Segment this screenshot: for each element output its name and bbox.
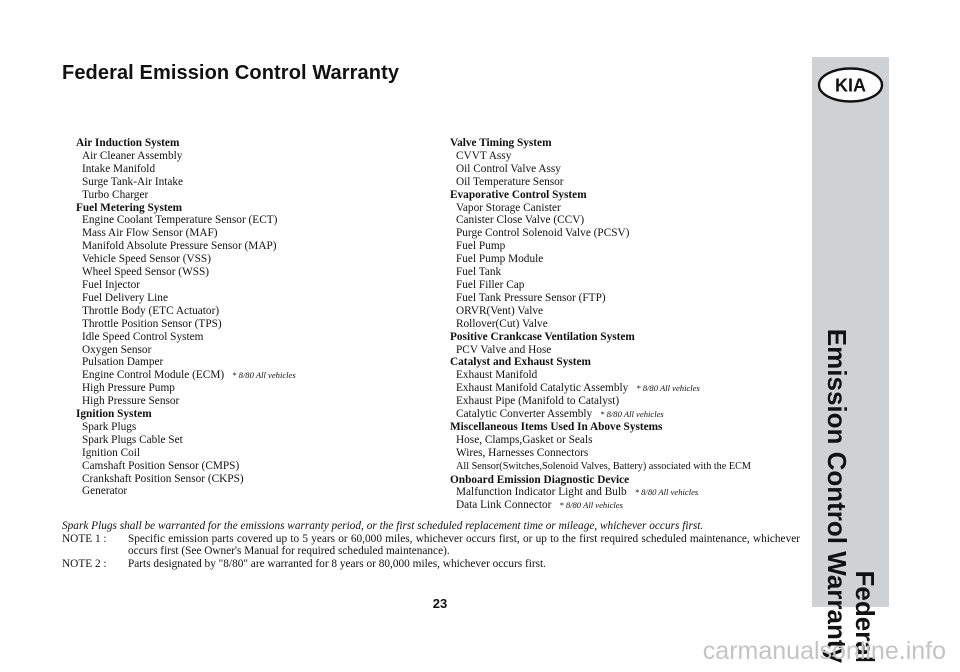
- part-item: [450, 434, 810, 447]
- section-heading: Onboard Emission Diagnostic Device: [450, 473, 630, 486]
- section-heading: Air Induction System: [76, 137, 180, 149]
- part-item: [450, 318, 810, 331]
- part-item: [76, 395, 436, 408]
- part-item: [76, 382, 436, 395]
- part-item: [76, 447, 436, 460]
- part-name: Malfunction Indicator Light and Bulb: [456, 486, 627, 499]
- part-item: [76, 305, 436, 318]
- part-item: [450, 214, 810, 227]
- part-item: [450, 344, 810, 357]
- part-name: Fuel Injector: [82, 278, 141, 291]
- part-item: [450, 447, 810, 460]
- part-item: [450, 382, 810, 395]
- section-heading: Fuel Metering System: [76, 201, 183, 214]
- part-item: [450, 486, 810, 499]
- part-item: [76, 214, 436, 227]
- section-heading: Miscellaneous Items Used In Above Systems: [450, 420, 663, 433]
- part-name: Engine Control Module (ECM): [82, 369, 225, 382]
- side-tab: [812, 57, 889, 663]
- section-heading: Catalyst and Exhaust System: [450, 356, 591, 369]
- part-item: [450, 369, 810, 382]
- part-item: [76, 253, 436, 266]
- part-item: [76, 240, 436, 253]
- kia-logo-text: KIA: [835, 75, 866, 96]
- part-name: Spark Plugs Cable Set: [82, 433, 183, 446]
- part-item: [76, 331, 436, 344]
- side-tab-title: [823, 143, 879, 663]
- warranty-8-80-note: * 8/80 All vehicles: [636, 383, 700, 394]
- part-name: ORVR(Vent) Valve: [456, 304, 544, 317]
- note-1-label: NOTE 1 :: [62, 532, 107, 545]
- part-item: [450, 266, 810, 279]
- part-item: [450, 163, 810, 176]
- part-item: [76, 189, 436, 202]
- part-item: [450, 395, 810, 408]
- part-name: High Pressure Pump: [82, 382, 175, 395]
- part-name: Wires, Harnesses Connectors: [456, 446, 589, 459]
- part-item: [450, 279, 810, 292]
- part-name: Vapor Storage Canister: [456, 201, 561, 214]
- warranty-8-80-note: * 8/80 All vehicles: [559, 500, 623, 511]
- part-item: [76, 292, 436, 305]
- part-name: High Pressure Sensor: [82, 395, 180, 408]
- part-name: Fuel Filler Cap: [456, 278, 525, 291]
- part-name: Fuel Pump Module: [456, 253, 544, 266]
- part-name: Air Cleaner Assembly: [82, 149, 183, 162]
- note-1-text: Specific emission parts covered up to 5 years or 60,000 miles, whichever occurs first, or up to the first required scheduled maintenance, whichever occurs first (See Owner's Manual for required scheduled maintenance).: [128, 532, 800, 558]
- part-name: Rollover(Cut) Valve: [456, 317, 548, 330]
- note-1: [62, 533, 800, 558]
- note-2-label: NOTE 2 :: [62, 557, 107, 570]
- part-item: [450, 305, 810, 318]
- part-item: [76, 266, 436, 279]
- part-item: [76, 279, 436, 292]
- side-tab-line-1: Federal: [849, 570, 880, 663]
- part-item: [76, 485, 436, 498]
- part-name: Intake Manifold: [82, 162, 156, 175]
- part-name: CVVT Assy: [456, 149, 512, 162]
- part-item: [450, 253, 810, 266]
- part-item: [450, 240, 810, 253]
- part-item: [450, 176, 810, 189]
- part-name: Catalytic Converter Assembly: [456, 408, 593, 421]
- note-2-text: Parts designated by "8/80" are warranted for 8 years or 80,000 miles, whichever occurs first.: [128, 557, 546, 570]
- part-name: Exhaust Manifold Catalytic Assembly: [456, 382, 629, 395]
- section-heading: Valve Timing System: [450, 137, 552, 149]
- part-name: Pulsation Damper: [82, 356, 164, 369]
- part-item: [450, 202, 810, 215]
- section-heading: Positive Crankcase Ventilation System: [450, 330, 635, 343]
- part-item: [450, 408, 810, 421]
- part-name: Wheel Speed Sensor (WSS): [82, 266, 210, 279]
- part-item: [450, 292, 810, 305]
- part-item: [450, 499, 810, 512]
- part-item: [76, 434, 436, 447]
- part-item: [76, 176, 436, 189]
- part-item: [450, 150, 810, 163]
- part-name: Idle Speed Control System: [82, 330, 204, 343]
- part-item: [76, 369, 436, 382]
- part-name: Data Link Connector: [456, 499, 552, 512]
- section-heading: Ignition System: [76, 408, 152, 421]
- part-name: Throttle Body (ETC Actuator): [82, 304, 220, 317]
- note-2: [62, 558, 800, 571]
- warranty-8-80-note: * 8/80 All vehicles: [232, 370, 296, 381]
- part-name: Fuel Tank: [456, 266, 502, 279]
- part-name: Fuel Tank Pressure Sensor (FTP): [456, 291, 606, 304]
- part-item: [76, 318, 436, 331]
- part-name: Oil Temperature Sensor: [456, 175, 564, 188]
- page-number: 23: [432, 596, 448, 611]
- part-name: Oil Control Valve Assy: [456, 162, 561, 175]
- part-name: Generator: [82, 485, 128, 498]
- part-name: Oxygen Sensor: [82, 343, 152, 356]
- part-name: Exhaust Manifold: [456, 369, 538, 382]
- part-name: Crankshaft Position Sensor (CKPS): [82, 472, 244, 485]
- part-name: Camshaft Position Sensor (CMPS): [82, 459, 240, 472]
- part-name: Spark Plugs: [82, 420, 137, 433]
- part-name: Surge Tank-Air Intake: [82, 175, 184, 188]
- part-name: Canister Close Valve (CCV): [456, 214, 585, 227]
- side-tab-line-2: Emission Control Warranty: [821, 328, 852, 663]
- part-item: [76, 227, 436, 240]
- part-name: Exhaust Pipe (Manifold to Catalyst): [456, 395, 620, 408]
- part-item: [450, 460, 810, 474]
- right-parts-column: [450, 137, 810, 512]
- part-name: Purge Control Solenoid Valve (PCSV): [456, 227, 630, 240]
- section-heading: Evaporative Control System: [450, 188, 587, 201]
- part-name: All Sensor(Switches,Solenoid Valves, Battery) associated with the ECM: [456, 460, 751, 472]
- part-item: [450, 227, 810, 240]
- spark-plug-note: Spark Plugs shall be warranted for the emissions warranty period, or the first scheduled replacement time or mileage, whichever occurs first.: [62, 520, 704, 532]
- kia-logo: [817, 65, 884, 105]
- part-name: Vehicle Speed Sensor (VSS): [82, 253, 211, 266]
- left-parts-column: [76, 137, 436, 498]
- part-item: [76, 356, 436, 369]
- warranty-8-80-note: * 8/80 All vehicles: [634, 487, 699, 498]
- part-name: Manifold Absolute Pressure Sensor (MAP): [82, 240, 277, 253]
- warranty-8-80-note: * 8/80 All vehicles: [600, 409, 664, 420]
- part-item: [76, 473, 436, 486]
- part-name: Mass Air Flow Sensor (MAF): [82, 227, 218, 240]
- part-name: Fuel Pump: [456, 240, 506, 253]
- part-name: Engine Coolant Temperature Sensor (ECT): [82, 214, 278, 227]
- part-item: [76, 421, 436, 434]
- part-item: [76, 150, 436, 163]
- part-name: PCV Valve and Hose: [456, 343, 552, 356]
- page-title: Federal Emission Control Warranty: [62, 62, 400, 84]
- part-item: [76, 163, 436, 176]
- footnotes: [62, 520, 800, 570]
- part-item: [76, 460, 436, 473]
- part-item: [76, 344, 436, 357]
- part-name: Fuel Delivery Line: [82, 291, 168, 304]
- part-name: Ignition Coil: [82, 446, 141, 459]
- part-name: Hose, Clamps,Gasket or Seals: [456, 433, 593, 446]
- part-name: Turbo Charger: [82, 188, 149, 201]
- part-name: Throttle Position Sensor (TPS): [82, 317, 222, 330]
- watermark: carmanualsonline.info: [702, 637, 946, 665]
